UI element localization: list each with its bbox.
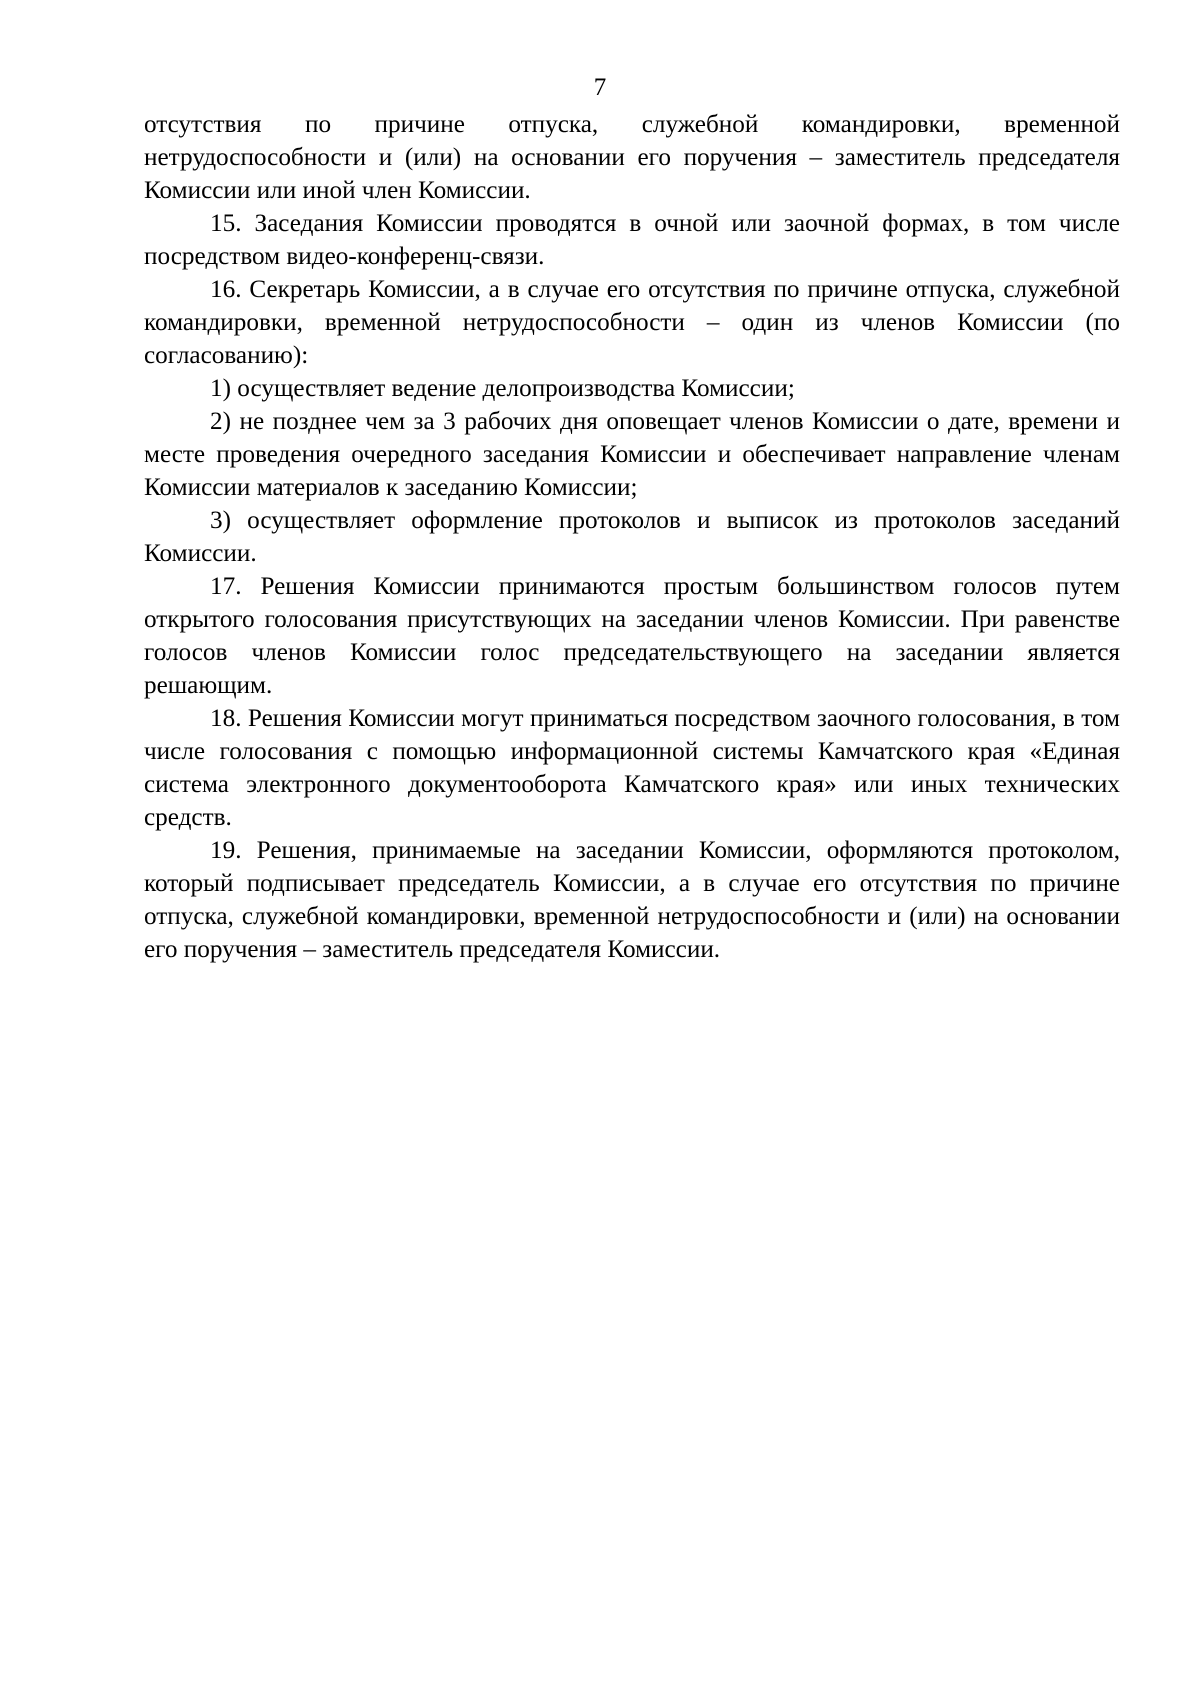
paragraph-18: 18. Решения Комиссии могут приниматься посредством заочного голосования, в том числе голосования с помощью информационной системы Камчатского края «Единая система электронного документооборота Камчатского края» или иных технических средств. <box>144 705 1120 831</box>
paragraph-16: 16. Секретарь Комиссии, а в случае его отсутствия по причине отпуска, служебной командировки, временной нетрудоспособности – один из членов Комиссии (по согласованию): <box>144 276 1120 369</box>
paragraph-19: 19. Решения, принимаемые на заседании Комиссии, оформляются протоколом, который подписывает председатель Комиссии, а в случае его отсутствия по причине отпуска, служебной командировки, временной нетрудоспособности и (или) на основании его поручения – заместитель председателя Комиссии. <box>144 837 1120 963</box>
paragraph-continuation: отсутствия по причине отпуска, служебной командировки, временной нетрудоспособности и (или) на основании его поручения – заместитель председателя Комиссии или иной член Комиссии. <box>144 111 1120 204</box>
paragraph-16-item-2: 2) не позднее чем за 3 рабочих дня оповещает членов Комиссии о дате, времени и месте проведения очередного заседания Комиссии и обеспечивает направление членам Комиссии материалов к заседанию Комиссии; <box>144 408 1120 501</box>
document-body <box>144 108 1120 966</box>
page-number: 7 <box>593 74 607 101</box>
paragraph-17: 17. Решения Комиссии принимаются простым большинством голосов путем открытого голосования присутствующих на заседании членов Комиссии. При равенстве голосов членов Комиссии голос председательствующего на заседании является решающим. <box>144 573 1120 699</box>
paragraph-16-item-1: 1) осуществляет ведение делопроизводства Комиссии; <box>210 375 795 402</box>
paragraph-15: 15. Заседания Комиссии проводятся в очной или заочной формах, в том числе посредством видео-конференц-связи. <box>144 210 1120 270</box>
paragraph-16-item-3: 3) осуществляет оформление протоколов и выписок из протоколов заседаний Комиссии. <box>144 507 1120 567</box>
